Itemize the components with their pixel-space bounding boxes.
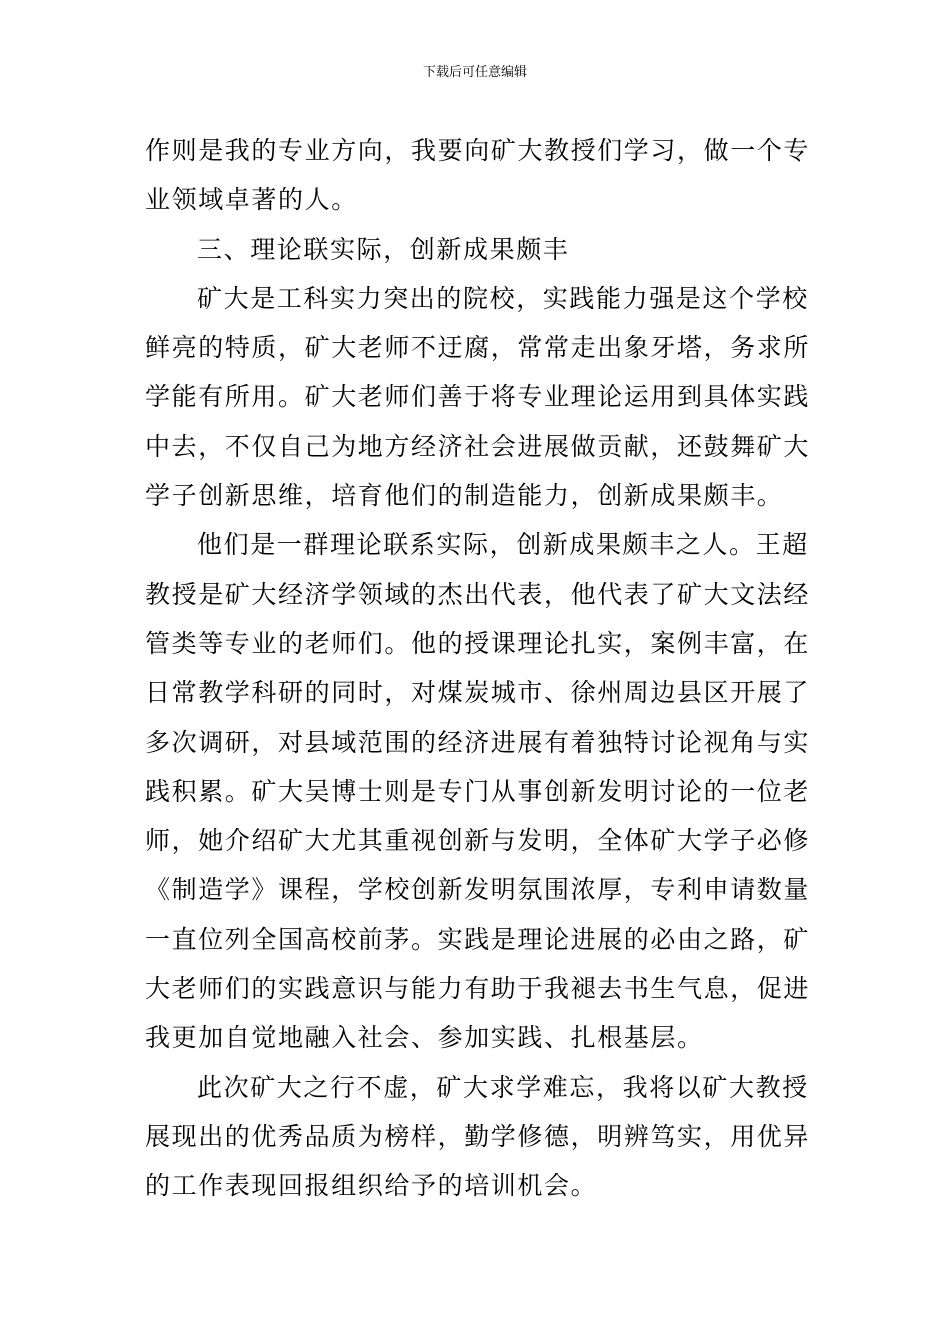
document-body	[145, 126, 811, 1211]
section-heading-text: 三、理论联实际，创新成果颇丰	[197, 234, 570, 264]
text-line: 展现出的优秀品质为榜样，勤学修德，明辨笃实，用优异	[145, 1121, 811, 1151]
text-line: 大老师们的实践意识与能力有助于我褪去书生气息，促进	[145, 974, 811, 1004]
text-line: 管类等专业的老师们。他的授课理论扎实，案例丰富，在	[145, 628, 811, 658]
text-line: 业领域卓著的人。	[145, 185, 358, 215]
paragraph-continuation	[145, 126, 811, 225]
text-line: 师，她介绍矿大尤其重视创新与发明，全体矿大学子必修	[145, 826, 811, 856]
text-line: 学子创新思维，培育他们的制造能力，创新成果颇丰。	[145, 481, 784, 511]
paragraph	[145, 274, 811, 520]
text-line: 《制造学》课程，学校创新发明氛围浓厚，专利申请数量	[145, 875, 811, 905]
text-line: 多次调研，对县域范围的经济进展有着独特讨论视角与实	[145, 727, 811, 757]
text-line: 矿大是工科实力突出的院校，实践能力强是这个学校	[197, 283, 809, 313]
text-line: 他们是一群理论联系实际，创新成果颇丰之人。王超	[197, 530, 809, 560]
text-line: 此次矿大之行不虚，矿大求学难忘，我将以矿大教授	[197, 1072, 809, 1102]
text-line: 日常教学科研的同时，对煤炭城市、徐州周边县区开展了	[145, 678, 811, 708]
paragraph	[145, 1063, 811, 1211]
text-line: 中去，不仅自己为地方经济社会进展做贡献，还鼓舞矿大	[145, 431, 811, 461]
text-line: 鲜亮的特质，矿大老师不迂腐，常常走出象牙塔，务求所	[145, 333, 811, 363]
text-line: 作则是我的专业方向，我要向矿大教授们学习，做一个专	[145, 136, 811, 165]
text-line: 教授是矿大经济学领域的杰出代表，他代表了矿大文法经	[145, 579, 811, 609]
text-line: 学能有所用。矿大老师们善于将专业理论运用到具体实践	[145, 382, 811, 412]
text-line: 一直位列全国高校前茅。实践是理论进展的必由之路，矿	[145, 924, 811, 954]
page-header: 下载后可任意编辑	[422, 65, 527, 80]
text-line: 践积累。矿大吴博士则是专门从事创新发明讨论的一位老	[145, 776, 811, 806]
text-line: 我更加自觉地融入社会、参加实践、扎根基层。	[145, 1023, 704, 1053]
text-line: 的工作表现回报组织给予的培训机会。	[145, 1171, 598, 1201]
section-heading	[145, 225, 808, 274]
paragraph	[145, 520, 811, 1062]
